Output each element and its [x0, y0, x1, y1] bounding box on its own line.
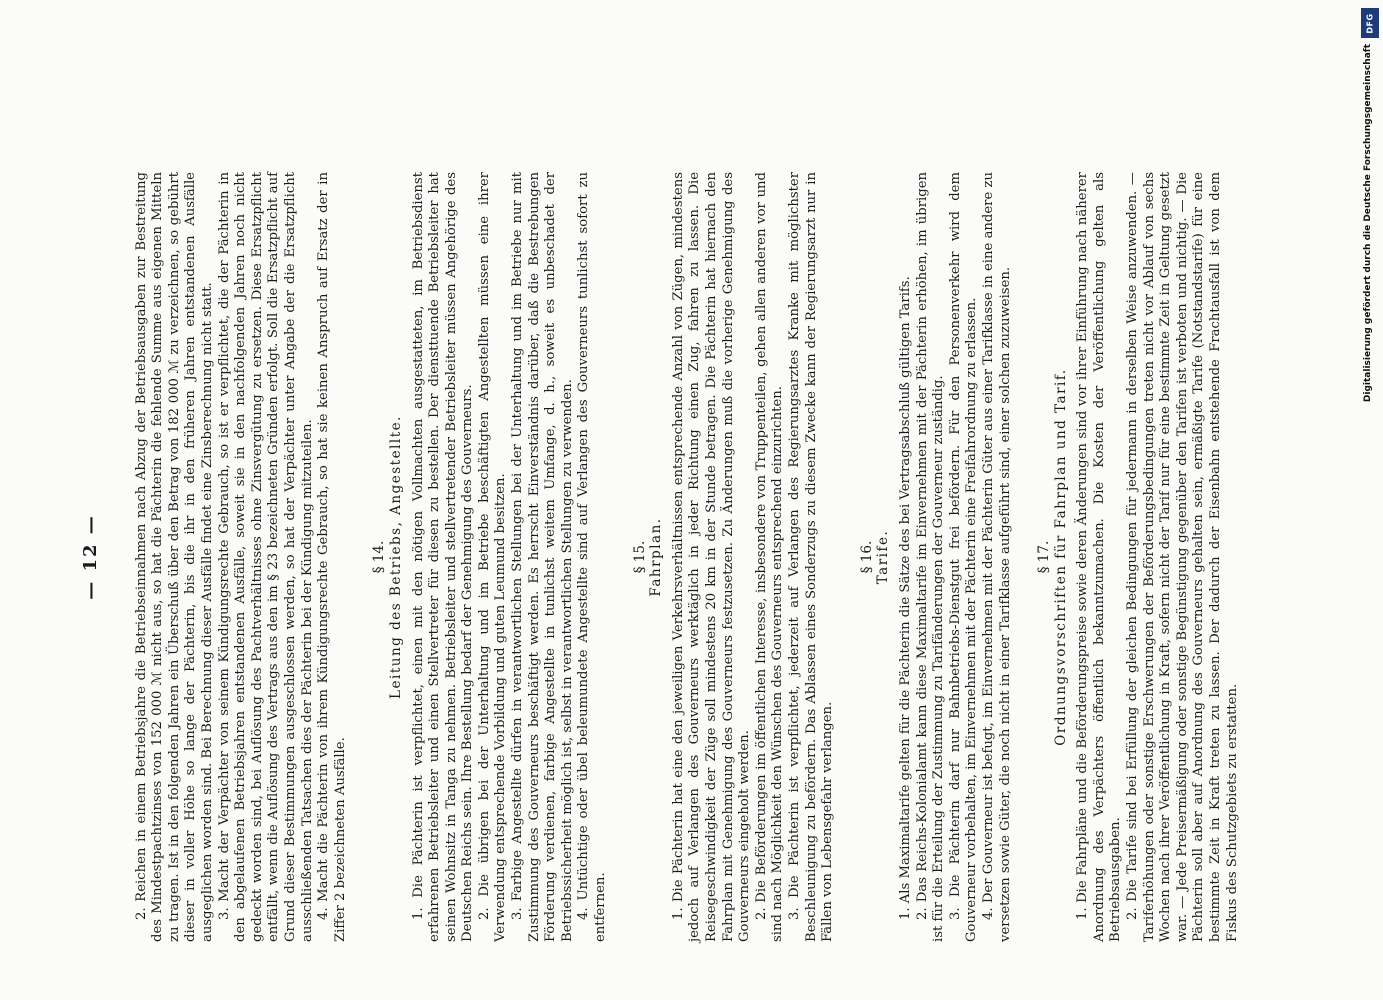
paragraph: 2. Die Tarife sind bei Erfüllung der gleichen Bedingungen für jedermann in derselben Weise anzuwenden. — Tariferhöhungen oder sonstige Erschwerungen der Beförderungsbedingungen treten nicht vor Ablauf von sechs Wochen nach ihrer Veröffentlichung in Kraft, sofern nicht der Tarif nur für eine bestimmte Zeit in Geltung gesetzt war. — Jede Preisermäßigung oder sonstige Begünstigung gegenüber den Tarifen ist verboten und nichtig. — Die Pächterin soll aber auf Anordnung des Gouverneurs gehalten sein, ermäßigte Tarife (Notstandstarife) für eine bestimmte Zeit in Kraft treten zu lassen. Der dadurch der Eisenbahn entstehende Frachtausfall ist von dem Fiskus des Schutzgebiets zu erstatten.	[1125, 172, 1240, 942]
paragraph: 3. Macht der Verpächter von seinem Kündigungsrechte Gebrauch, so ist er verpflichtet, die der Pächterin in den abgelaufenen Betriebsjahren entstandenen Ausfälle, soweit sie in den nachfolgenden Jahren noch nicht gedeckt worden sind, bei Auflösung des Pachtverhältnisses ohne Zinsvergütung zu ersetzen. Diese Ersatzpflicht entfällt, wenn die Auflösung des Vertrags aus den im § 23 bezeichneten Gründen erfolgt. Soll die Ersatzpflicht auf Grund dieser Bestimmungen ausgeschlossen werden, so hat der Verpächter unter Angabe der die Ersatzpflicht ausschließenden Tatsachen dies der Pächterin bei der Kündigung mitzuteilen.	[216, 172, 315, 942]
paragraph: 3. Farbige Angestellte dürfen in verantwortlichen Stellungen bei der Unterhaltung und im Betriebe nur mit Zustimmung des Gouverneurs beschäftigt werden. Es herrscht Einverständnis darüber, daß die Bestrebungen Förderung verdienen, farbige Angestellte in tunlichst weitem Umfange, d. h., soweit es unbeschadet der Betriebssicherheit möglich ist, selbst in verantwortlichen Stellungen zu verwenden.	[510, 172, 575, 942]
sections-container	[134, 172, 1242, 942]
paragraph: 3. Die Pächterin ist verpflichtet, jederzeit auf Verlangen des Regierungsarztes Kranke mit möglichster Beschleunigung zu befördern. Das Ablassen eines Sonderzugs zu diesem Zwecke kann der Regierungsarzt nur in Fällen von Lebensgefahr verlangen.	[786, 172, 836, 942]
paragraph: 3. Die Pächterin darf nur Bahnbetriebs-Dienstgut frei befördern. Für den Personenverkehr wird dem Gouverneur vorbehalten, im Einvernehmen mit der Pächterin eine Freifahrordnung zu erlassen.	[947, 172, 980, 942]
section-number: § 17.	[1036, 540, 1053, 574]
digitization-sidebar	[1357, 0, 1383, 1000]
paragraph: 1. Die Pächterin ist verpflichtet, einen mit den nötigen Vollmachten ausgestatteten, im Betriebsdienst erfahrenen Betriebsleiter und einen Stellvertreter für diesen zu bestellen. Der diensttuende Betriebsleiter hat seinen Wohnsitz in Tanga zu nehmen. Betriebsleiter und stellvertretender Betriebsleiter müssen Angehörige des Deutschen Reichs sein. Ihre Bestellung bedarf der Genehmigung des Gouverneurs.	[410, 172, 476, 942]
paragraph: 2. Reichen in einem Betriebsjahre die Betriebseinnahmen nach Abzug der Betriebsausgaben zur Bestreitung des Mindestpachtzinses von 152 000 ℳ nicht aus, so hat die Pächterin die fehlende Summe aus eigenen Mitteln zu tragen. Ist in den folgenden Jahren ein Überschuß über den Betrag von 182 000 ℳ zu verzeichnen, so gebührt dieser in voller Höhe so lange der Pächterin, bis die ihr in den früheren Jahren entstandenen Ausfälle ausgeglichen worden sind. Bei Berechnung dieser Ausfälle findet eine Zinsberechnung nicht statt.	[133, 172, 215, 942]
paragraph: 1. Als Maximaltarife gelten für die Pächterin die Sätze des bei Vertragsabschluß gültigen Tarifs.	[897, 276, 913, 920]
section-number: § 14.	[371, 540, 388, 574]
section	[1036, 172, 1241, 942]
section	[134, 172, 350, 942]
digitization-note: Digitalisierung gefördert durch die Deutsche Forschungsgemeinschaft	[1363, 44, 1373, 403]
rotated-page	[28, 120, 1383, 1000]
section-number: § 15.	[631, 540, 648, 574]
dfg-logo	[1361, 8, 1379, 38]
paragraph: 1. Die Fahrpläne und die Beförderungspreise sowie deren Änderungen sind vor ihrer Einführung nach näherer Anordnung des Verpächters öffentlich bekanntzumachen. Die Kosten der Veröffentlichung gelten als Betriebsausgaben.	[1075, 172, 1124, 942]
paragraph: 4. Der Gouverneur ist befugt, im Einvernehmen mit der Pächterin Güter aus einer Tarifklasse in eine andere zu versetzen sowie Güter, die noch nicht in einer Tarifklasse aufgeführt sind, einer solchen zuzuweisen.	[980, 172, 1013, 942]
paragraph: 4. Untüchtige oder übel beleumundete Angestellte sind auf Verlangen des Gouverneurs tunlichst sofort zu entfernen.	[576, 172, 609, 942]
section-title: Leitung des Betriebs, Angestellte.	[387, 415, 404, 699]
section	[371, 172, 609, 942]
paragraph: 2. Das Reichs-Kolonialamt kann diese Maximaltarife im Einvernehmen mit der Pächterin erhöhen, im übrigen ist für die Erteilung der Zustimmung zu Tarifänderungen der Gouverneur zuständig.	[914, 172, 947, 942]
page-number: — 12 —	[80, 514, 101, 600]
paragraph: 1. Die Pächterin hat eine den jeweiligen Verkehrsverhältnissen entsprechende Anzahl von Zügen, mindestens jedoch auf Verlangen des Gouverneurs werktäglich in jeder Richtung einen Zug, fahren zu lassen. Die Reisegeschwindigkeit der Züge soll mindestens 20 km in der Stunde betragen. Die Pächterin hat hiernach den Fahrplan mit Genehmigung des Gouverneurs festzusetzen. Zu Änderungen muß die vorherige Genehmigung des Gouverneurs eingeholt werden.	[670, 172, 753, 942]
paragraph: 2. Die übrigen bei der Unterhaltung und im Betriebe beschäftigten Angestellten müssen eine ihrer Verwendung entsprechende Vorbildung und guten Leumund besitzen.	[476, 172, 509, 942]
section	[859, 172, 1014, 942]
section-title: Ordnungsvorschriften für Fahrplan und Tarif.	[1052, 368, 1069, 746]
page-body	[80, 172, 1241, 942]
section-title: Fahrplan.	[648, 517, 665, 597]
paragraph: 2. Die Beförderungen im öffentlichen Interesse, insbesondere von Truppenteilen, gehen allen anderen vor und sind nach Möglichkeit den Wünschen des Gouverneurs entsprechend einzurichten.	[753, 172, 786, 942]
section-number: § 16.	[858, 540, 875, 574]
section	[632, 172, 837, 942]
dfg-logo-text: DFG	[1365, 12, 1375, 34]
section-title: Tarife.	[875, 529, 892, 585]
paragraph: 4. Macht die Pächterin von ihrem Kündigungsrechte Gebrauch, so hat sie keinen Anspruch auf Ersatz der in Ziffer 2 bezeichneten Ausfälle.	[316, 172, 348, 942]
